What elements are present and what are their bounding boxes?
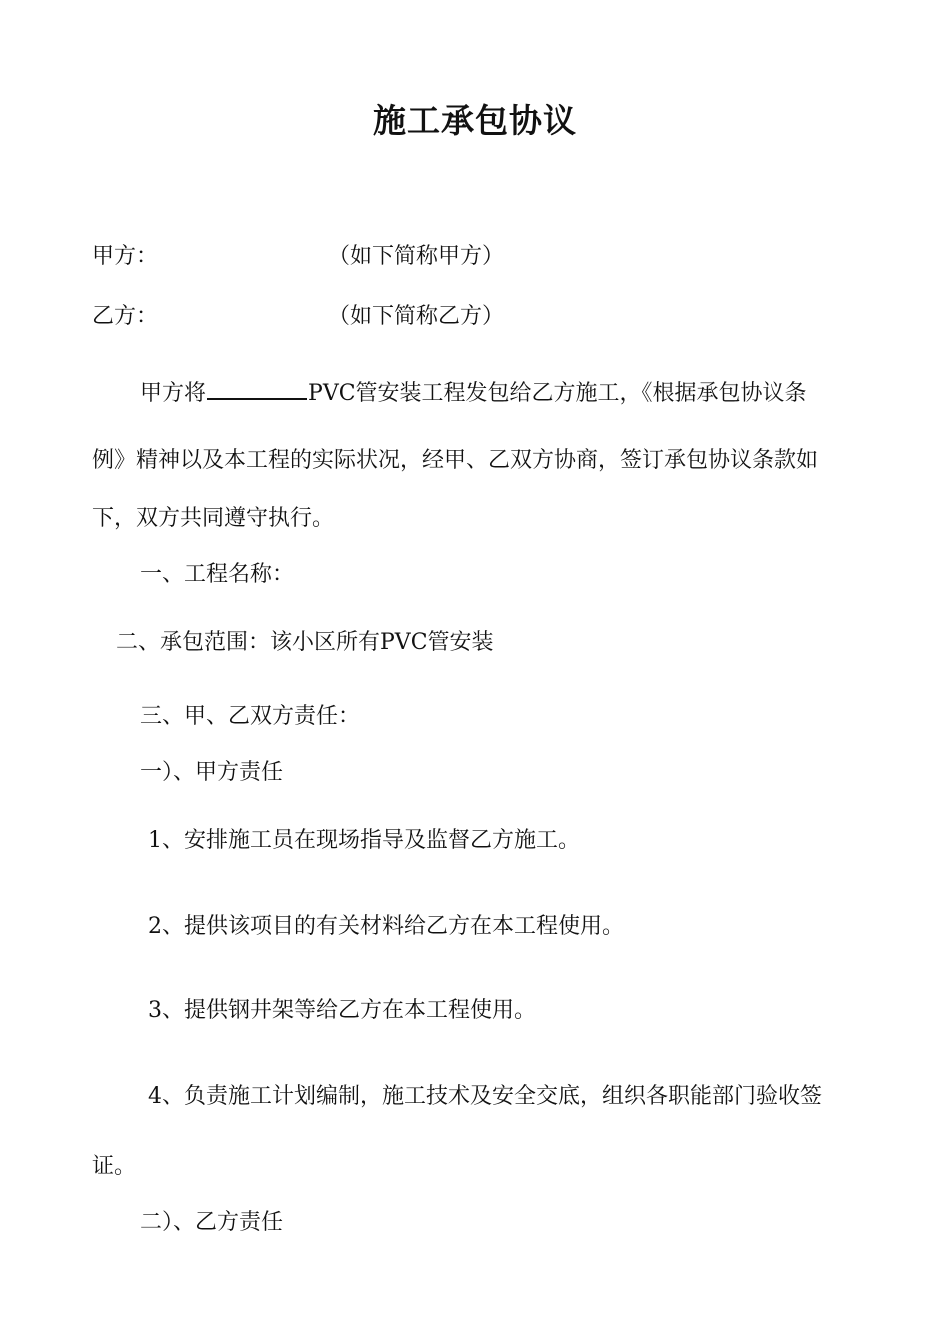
list-item-continuation: 证。 <box>92 1154 137 1179</box>
intro-line-2: 例》精神以及本工程的实际状况，经甲、乙双方协商，签订承包协议条款如 <box>92 448 819 473</box>
section-contract-scope: 二、承包范围：该小区所有PVC管安装 <box>116 630 494 655</box>
fill-in-blank <box>207 378 307 400</box>
list-item: 3、提供钢井架等给乙方在本工程使用。 <box>148 998 536 1023</box>
party-b-label: 乙方： <box>92 304 159 329</box>
party-b-note: （如下简称乙方） <box>328 304 505 329</box>
section-project-name: 一、工程名称： <box>140 562 295 587</box>
intro-suffix: PVC管安装工程发包给乙方施工，《根据承包协议条 <box>308 381 807 406</box>
intro-line-1 <box>140 378 807 405</box>
section-responsibilities: 三、甲、乙双方责任： <box>140 704 361 729</box>
document-title: 施工承包协议 <box>373 101 577 140</box>
subsection-party-b: 二）、乙方责任 <box>140 1210 284 1235</box>
party-a-label: 甲方： <box>92 244 159 269</box>
list-item: 4、负责施工计划编制，施工技术及安全交底，组织各职能部门验收签 <box>148 1084 822 1109</box>
party-a-note: （如下简称甲方） <box>328 244 505 269</box>
list-item: 2、提供该项目的有关材料给乙方在本工程使用。 <box>148 914 624 939</box>
intro-prefix: 甲方将 <box>140 381 207 406</box>
subsection-party-a: 一）、甲方责任 <box>140 760 284 785</box>
intro-line-3: 下，双方共同遵守执行。 <box>92 506 335 531</box>
list-item: 1、安排施工员在现场指导及监督乙方施工。 <box>148 828 580 853</box>
